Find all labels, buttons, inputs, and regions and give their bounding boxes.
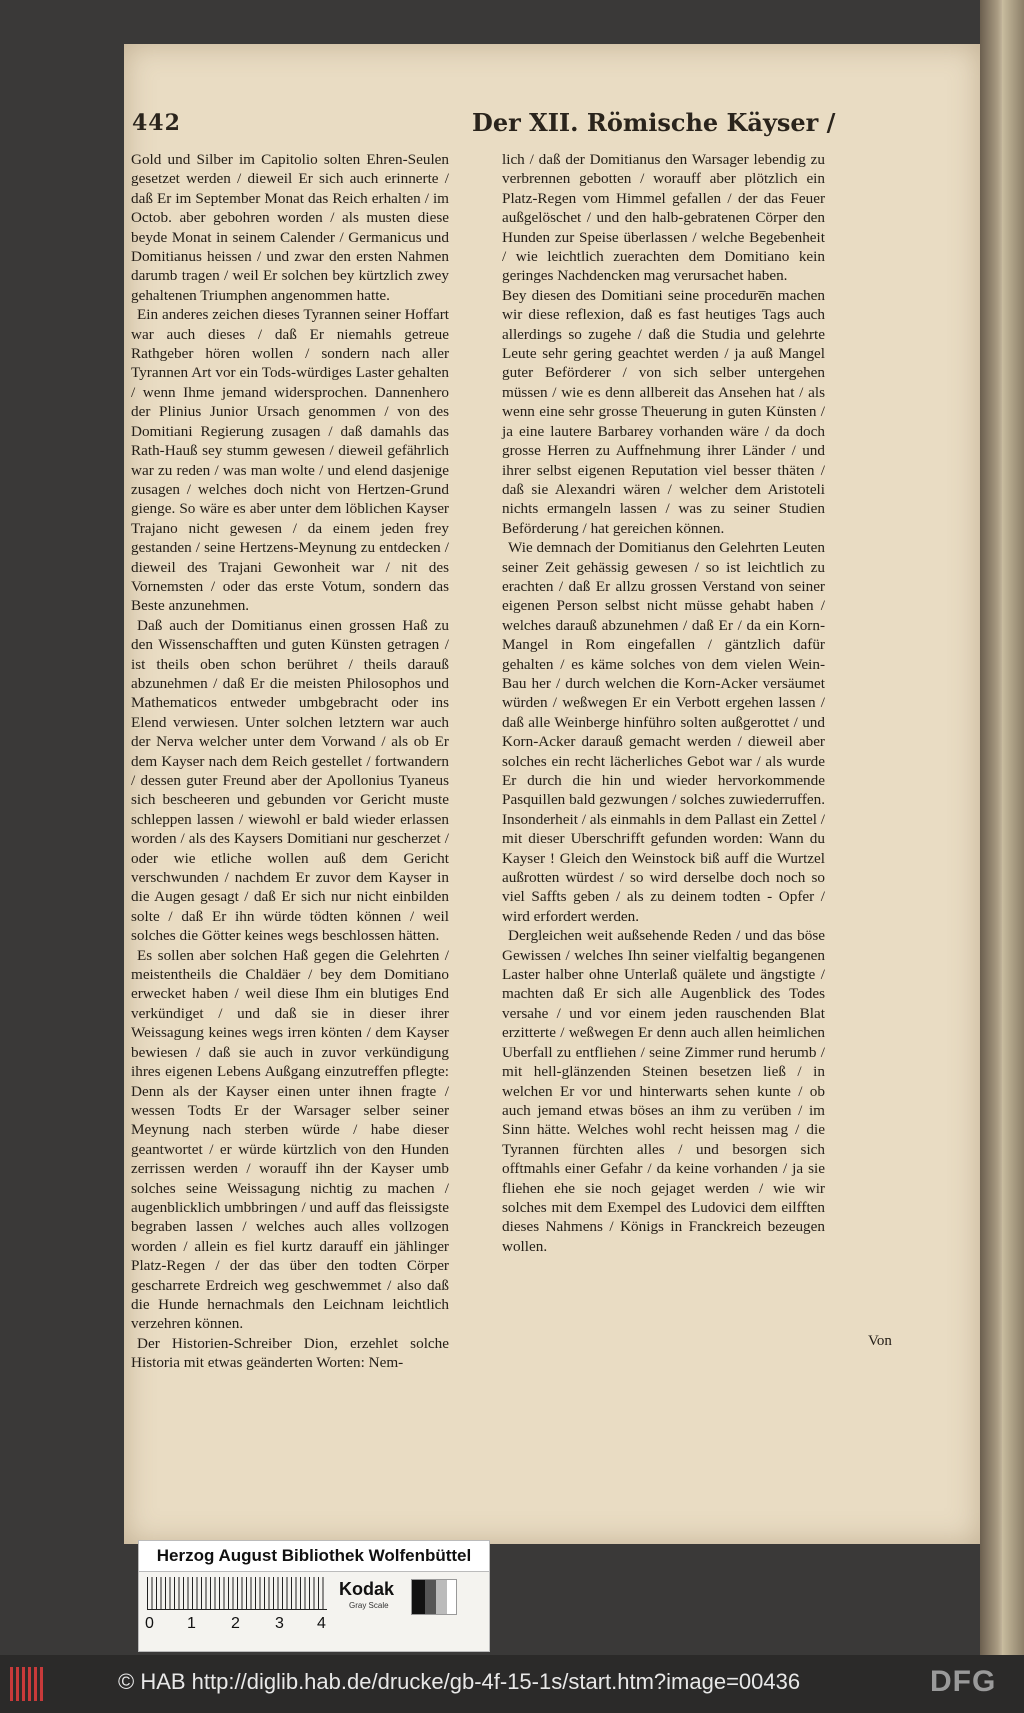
ruler-number: 3 xyxy=(275,1615,284,1632)
paragraph: Dergleichen weit außsehende Reden / und das böse Gewissen / welches Ihn seiner vielfaltig begangenen Laster halber ohne Unterlaß quälete und ängstigte / machten daß Er sich alle Augenblick des Todes versahe / und vor einem jeden rauschenden Blat erzitterte / weßwegen Er denn auch allen heimlichen Uberfall zu entfliehen / seine Zimmer rund herumb / mit hell-glänzenden Steinen besetzen ließ / in welchen Er vor und hinterwarts sehen kunte / ob auch jemand etwas böses an ihm zu verüben / im Sinn hätte. Welches wohl recht heissen mag / die Tyrannen fürchten alles / und besorgen sich offtmahls einer Gefahr / da keine vorhanden / ja sie fliehen ehe sie noch gejaget werden / wie wir solches mit dem Exempel des Ludovici dem eilfften dieses Nahmens / Königs in Franckreich bezeugen wollen. xyxy=(502,927,825,1255)
page-header xyxy=(132,104,908,144)
paragraph: Wie demnach der Domitianus den Gelehrten Leuten seiner Zeit gehässig gewesen / so ist leichtlich zu erachten / daß Er allzu grossen Verstand von seiner eigenen Person selbst nicht müsse gehabt haben / welches darauß abzunehmen / daß Er / da ein Korn-Mangel in Rom eingefallen / gäntzlich dafür gehalten / es käme solches von dem vielen Wein-Bau her / durch welchen die Korn-Acker versäumet würden / weßwegen Er ein Verbott ergehen lassen / daß alle Weinberge hinführo solten außgerottet / und Korn-Acker darauß gemacht werden / dieweil aber solches ein recht lächerliches Gebot war / als wurde Er durch die hin und wieder hervorkommende Pasquillen bald gezwungen / solches zuwiederruffen. Insonderheit / als einmahls in dem Pallast ein Zettel / mit dieser Uberschrifft gefunden worden: Wann du Kayser ! Gleich den Weinstock biß auff die Wurtzel außrotten würdest / so wird derselbe doch noch so viel Saffts geben / als zu deinem todten - Opfer / wird erfordert werden. xyxy=(502,539,825,925)
left-text-column xyxy=(131,150,449,1373)
viewer-footer xyxy=(0,1655,1024,1713)
paragraph: Daß auch der Domitianus einen grossen Haß zu den Wissenschafften und guten Künsten getragen / ist theils oben schon berühret / theils darauß abzunehmen / daß Er die meisten Philosophos und Mathematicos entweder umbgebracht oder ins Elend verwiesen. Unter solchen letztern war auch der Nerva welcher unter dem Vorwand / als ob Er dem Kayser nach dem Reich gestellet / fortwandern / dessen guter Freund aber der Apollonius Tyaneus sich bescheeren und gebunden vor Gericht muste schleppen lassen / wiewohl er bald wieder erlassen worden / als des Kaysers Domitiani nur gescherzet / oder wie etliche wollen auß dem Gericht verschwunden / nachdem Er zuvor dem Kayser in die Augen gesagt / daß Er sich nur nicht einbilden solte / daß Er ihn würde tödten können / weil solches die Götter keines wegs beschlossen hätten. xyxy=(131,616,449,945)
paragraph: Ein anderes zeichen dieses Tyrannen seiner Hoffart war auch dieses / daß Er niemahls getreue Rathgeber hören wollen / sondern nach aller Tyrannen Art vor ein Tods-würdiges Laster gehalten / wenn Ihme jemand widersprochen. Dannenhero der Plinius Junior Ursach genommen / von des Domitiani Regierung zusagen / daß damahls das Rath-Hauß sey stumm gewesen / dieweil gefährlich war zu reden / was man wolte / und elend dasjenige zusagen / welches doch nicht von Hertzen-Grund gienge. So wäre es aber unter dem löblichen Kayser Trajano nicht gewesen / da einem jeden frey gestanden / seine Hertzens-Meynung zu entdecken / dieweil des Trajani Gewonheit war / nit des Vornemsten / oder das erste Votum, sondern das Beste anzunehmen. xyxy=(131,306,449,615)
paragraph: Bey diesen des Domitiani seine procedure̅n machen wir diese reflexion, daß es fast heutiges Tags auch allerdings so zugehe / daß die Studia und gelehrte Leute sehr gering geachtet werden / ja auß Mangel guter Beförderer / von sich selber untergehen müssen / wie es denn allbereit das Ansehen hat / als wenn eine sehr grosse Theuerung in guten Künsten / ja eine lautere Barbarey vorhanden wäre / da doch grosse Herren zu Auffnehmung ihrer Länder / und ihrer selbst eigenen Reputation viel besser thäten / daß sie Alexandri wären / welcher dem Aristoteli nichts ermangeln lassen / was zu seiner Studien Beförderung / hat gereichen können. xyxy=(502,286,825,537)
paragraph: lich / daß der Domitianus den Warsager lebendig zu verbrennen gebotten / worauff aber plötzlich ein Platz-Regen vom Himmel gefallen / der das Feuer außgelöschet / und den halb-gebratenen Cörper den Hunden zur Speise überlassen / welche Begebenheit / wie leichtlich zuerachten dem Domitiano kein geringes Nachdencken mag verursachet haben. xyxy=(502,151,825,285)
page-number: 442 xyxy=(132,110,181,136)
running-title: Der XII. Römische Käyser / xyxy=(472,108,836,137)
ruler-scale xyxy=(147,1577,327,1610)
kodak-logo: Kodak xyxy=(339,1579,395,1599)
source-link[interactable]: © HAB http://diglib.hab.de/drucke/gb-4f-15-1s/start.htm?image=00436 xyxy=(118,1669,801,1694)
paragraph: Gold und Silber im Capitolio solten Ehren-Seulen gesetzet werden / dieweil Er sich auch erinnerte / daß Er im September Monat das Reich erhalten / im Octob. aber gebohren worden / als musten diese beyde Monat in seinem Calender / Germanicus und Domitianus heissen / und zwar den ersten Nahmen darumb tragen / weil Er solchen bey kürtzlich zwey gehaltenen Triumphen angenommen hatte. xyxy=(131,151,449,304)
hab-logo-icon xyxy=(10,1667,46,1701)
book-binding-edge xyxy=(1002,0,1024,1655)
catchword: Von xyxy=(868,1333,892,1349)
library-name: Herzog August Bibliothek Wolfenbüttel xyxy=(139,1541,489,1572)
paragraph: Es sollen aber solchen Haß gegen die Gelehrten / meistentheils die Chaldäer / bey dem Domitiano erwecket haben / weil diese Ihm ein blutiges End verkündiget / und daß sie in dieser ihrer Weissagung keines wegs irren könten / dem Kayser bewiesen / daß sie auch in zuvor verkündigung ihres eigenen Lebens Außgang einzutreffen pflegte: Denn als der Kayser einen unter ihnen fragte / wessen Todts Er der Warsager selber seiner Meynung nach sterben würde / habe dieser geantwortet / er würde kürtzlich von den Hunden zerrissen werden / worauff ihn der Kayser umb solches seine Weissagung nichtig zu machen / augenblicklich umbbringen / und auff das fleissigste begraben lassen / welches auch alles vollzogen worden / allein es fiel kurtz darauff ein jählinger Platz-Regen / der das über den todten Cörper gescharrete Erdreich weg geschwemmet / also daß die Hunde hernachmals den Leichnam leichtlich verzehren können. xyxy=(131,946,449,1333)
ruler-number: 2 xyxy=(231,1615,240,1632)
right-text-column xyxy=(502,150,825,1256)
gray-scale-label: Gray Scale xyxy=(349,1601,389,1610)
gray-scale-patch xyxy=(411,1579,457,1615)
color-calibration-card xyxy=(138,1540,490,1652)
ruler-number: 0 xyxy=(145,1615,154,1632)
paragraph: Der Historien-Schreiber Dion, erzehlet solche Historia mit etwas geänderten Worten: Nem- xyxy=(131,1334,449,1372)
ruler-number: 1 xyxy=(187,1615,196,1632)
ruler-number: 4 xyxy=(317,1615,326,1632)
dfg-logo: DFG xyxy=(930,1665,997,1698)
